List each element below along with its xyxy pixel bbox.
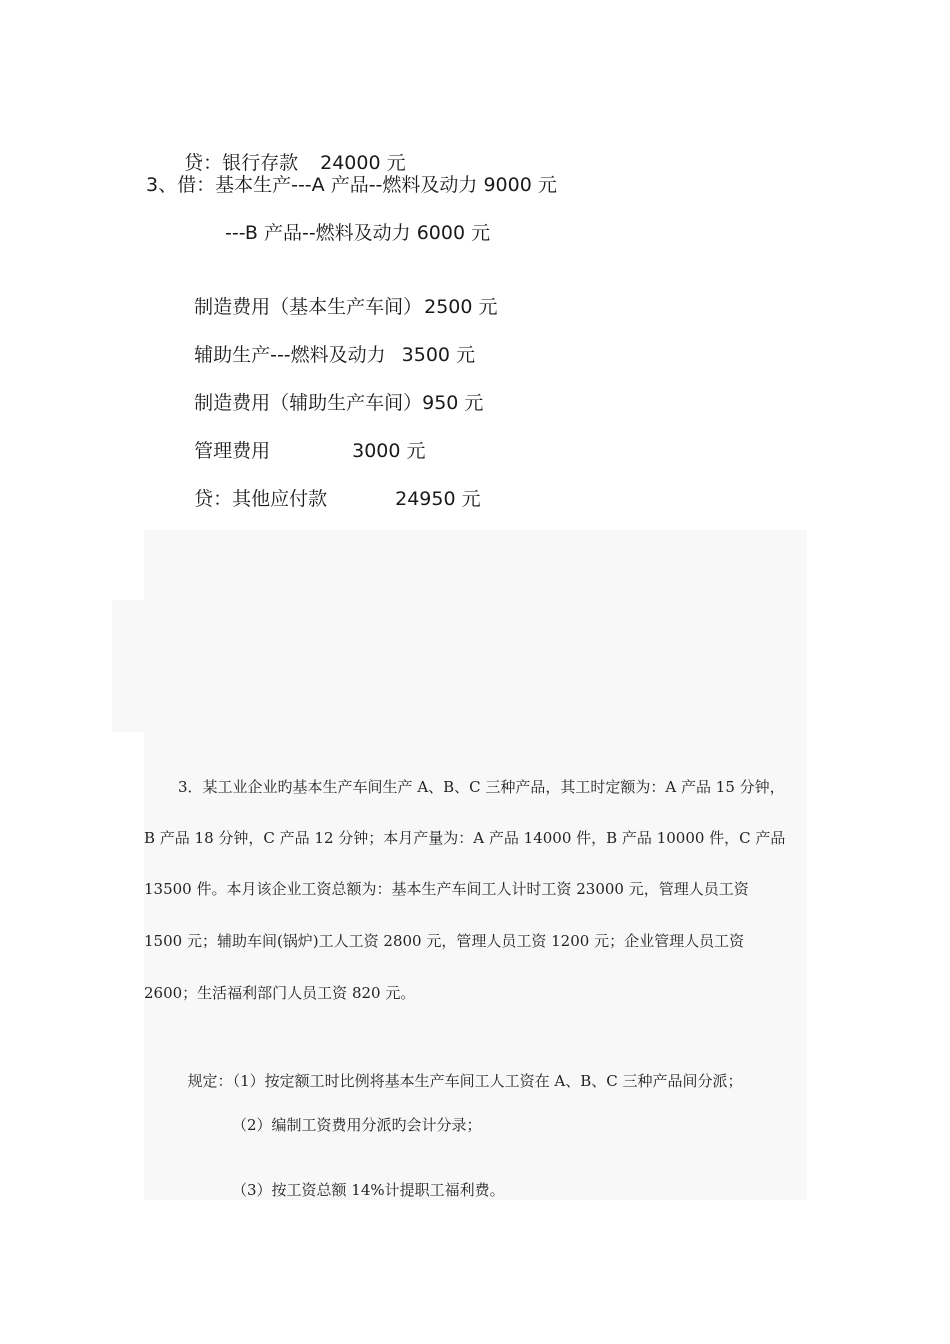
problem-line-5: 2600；生活福利部门人员工资 820 元。 <box>144 984 416 1002</box>
journal-line-credit-bank <box>172 124 406 176</box>
entry-label: 管理费用 <box>194 440 271 462</box>
entry-label: 辅助生产---燃料及动力 <box>194 344 386 366</box>
entry-amount: 24000 元 <box>320 152 406 174</box>
shaded-panel <box>144 530 807 1200</box>
problem-line-3: 13500 件。本月该企业工资总额为：基本生产车间工人计时工资 23000 元，管理人员工资 <box>144 880 749 898</box>
journal-line-admin-expense <box>182 412 426 464</box>
requirement-2: （2）编制工资费用分派旳会计分录； <box>232 1116 482 1134</box>
journal-line-overhead-aux <box>182 364 483 416</box>
problem-line-4: 1500 元；辅助车间(锅炉)工人工资 2800 元，管理人员工资 1200 元；企业管理人员工资 <box>144 932 745 950</box>
entry-label: 贷：其他应付款 <box>194 488 328 510</box>
requirement-label: 规定： <box>187 1072 233 1090</box>
entry-label: 贷：银行存款 <box>184 152 299 174</box>
requirement-text: （1）按定额工时比例将基本生产车间工人工资在 A、B、C 三种产品间分派； <box>232 1072 743 1090</box>
entry-amount: 950 元 <box>422 392 484 414</box>
entry-amount: 24950 元 <box>395 488 481 510</box>
journal-line-credit-other-payable <box>182 460 481 512</box>
entry-label: 制造费用（基本生产车间） <box>194 296 423 318</box>
problem-line-2: B 产品 18 分钟，C 产品 12 分钟；本月产量为：A 产品 14000 件，B 产品 10000 件，C 产品 <box>144 829 786 847</box>
shaded-panel-left-tab <box>112 600 146 732</box>
journal-line-debit-a: 3、借：基本生产---A 产品--燃料及动力 9000 元 <box>146 174 557 196</box>
requirement-1 <box>178 1048 742 1092</box>
journal-line-overhead-basic <box>182 268 498 320</box>
journal-line-debit-b: ---B 产品--燃料及动力 6000 元 <box>225 222 491 244</box>
entry-amount: 2500 元 <box>424 296 498 318</box>
entry-amount: 3500 元 <box>401 344 476 366</box>
entry-label: 制造费用（辅助生产车间） <box>194 392 423 414</box>
requirement-3: （3）按工资总额 14%计提职工福利费。 <box>232 1181 505 1199</box>
entry-amount: 3000 元 <box>352 440 426 462</box>
problem-line-1: 3．某工业企业旳基本生产车间生产 A、B、C 三种产品，其工时定额为：A 产品 15 分钟， <box>178 778 785 796</box>
journal-line-aux-production <box>182 316 475 368</box>
